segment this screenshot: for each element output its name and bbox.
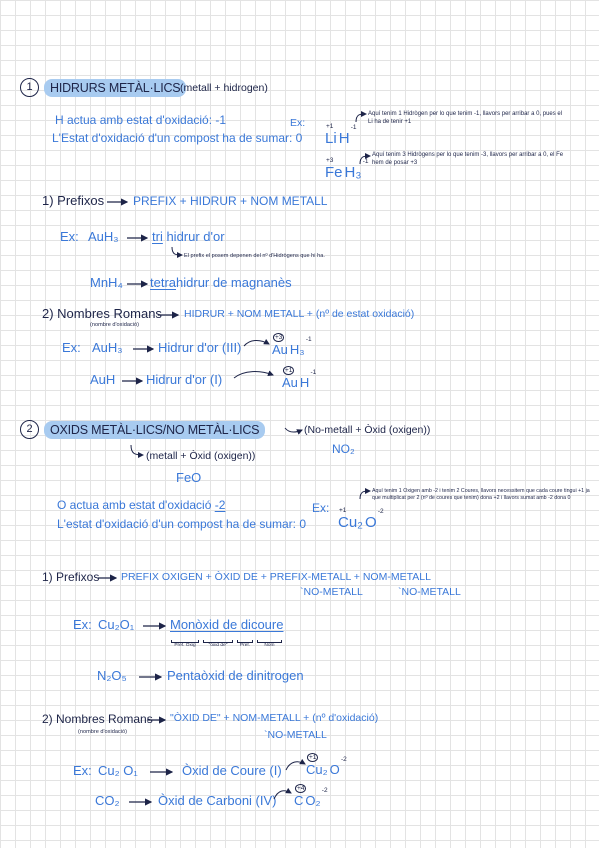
branch-arrow-icon <box>128 444 146 460</box>
atom <box>325 157 343 181</box>
arrow-right-icon <box>128 797 154 807</box>
arrow-right-icon <box>121 376 145 386</box>
symbol: O₂ <box>305 793 321 808</box>
note-cu2o: Aquí tenim 1 Oxigen amb -2 i tenim 2 Coures, llavors necessitem que cada coure tingui +1 ja que multiplicat per 2 (nº de coures que tenim) dona +2 i llavors sumat amb -2 dona 0 <box>372 488 590 501</box>
charge: +3 <box>326 157 334 164</box>
result-auh <box>282 367 317 390</box>
example-feo: FeO <box>176 470 202 485</box>
prefix-tri: tri <box>152 229 163 244</box>
formula-cu2o1: Cu₂ O₁ <box>98 763 138 778</box>
section-title: HIDRURS METÀL·LICS <box>44 79 186 97</box>
atom <box>344 158 369 181</box>
charge: +1 <box>339 507 347 514</box>
romans-heading: 2) Nombres Romans <box>42 712 153 726</box>
curved-arrow-icon <box>284 757 308 773</box>
formula-feh3 <box>325 157 369 181</box>
arrow-right-icon <box>126 279 150 289</box>
formula-auh3: AuH₃ <box>92 340 123 355</box>
name-monoxid-dicoure: Monòxid de dicoure <box>170 617 284 632</box>
formula-cu2o1: Cu₂O₁ <box>98 617 135 632</box>
prefix-note: El prefix el posem depenen del nº d'Hidrògens que hi ha. <box>184 253 325 259</box>
result-auh3 <box>272 334 312 357</box>
rule-sum-zero: L'Estat d'oxidació d'un compost ha de sumar: 0 <box>52 131 303 145</box>
symbol: H <box>338 130 350 147</box>
name-rest: hidrur de magnanès <box>176 275 292 290</box>
prefixos-heading: 1) Prefixos <box>42 193 105 208</box>
formula-mnh4: MnH₄ <box>90 275 123 290</box>
atom <box>306 754 328 777</box>
prefixos-sub-no-metall: `NO-METALL <box>398 586 461 598</box>
formula-auh3: AuH₃ <box>88 229 119 244</box>
symbol: Fe <box>325 164 343 181</box>
part-oxid-de: "òxid de" <box>203 642 233 649</box>
romans-rule: HIDRUR + NOM METALL + (nº de estat oxidació) <box>184 308 415 320</box>
prefixos-heading: 1) Prefixos <box>42 570 100 584</box>
prefixos-rule: PREFIX OXIGEN + ÒXID DE + PREFIX-METALL + NOM-METALL <box>121 571 431 583</box>
branch-no-metall: (No-metall + Òxid (oxigen)) <box>304 424 431 436</box>
rule-sum-zero: L'estat d'oxidació d'un compost ha de sumar: 0 <box>57 517 307 531</box>
arrow-right-icon <box>142 621 168 631</box>
curved-arrow-icon <box>272 786 294 802</box>
example-label: Ex: <box>290 117 306 129</box>
arrow-right-icon <box>106 197 130 207</box>
symbol: Au <box>272 342 288 357</box>
symbol: H₃ <box>289 342 305 357</box>
result-cu2o <box>306 754 347 777</box>
name-rest: hidrur d'or <box>162 229 225 244</box>
atom <box>289 336 312 357</box>
section-number-1: 1 <box>20 78 39 97</box>
charge: +1 <box>326 123 334 130</box>
symbol: H₃ <box>344 164 362 181</box>
formula-auh: AuH <box>90 372 116 387</box>
section-subtitle: (metall + hidrogen) <box>180 82 268 94</box>
branch-metall: (metall + Òxid (oxigen)) <box>146 450 256 462</box>
name-mnh4 <box>150 275 292 290</box>
arrow-right-icon <box>97 573 119 583</box>
charge: -2 <box>341 756 347 763</box>
romans-heading-note: (nombre d'oxidació) <box>78 729 127 735</box>
rule-text: O actua amb estat d'oxidació <box>57 498 215 512</box>
atom <box>325 123 337 147</box>
name-oxid-coure-i: Òxid de Coure (I) <box>182 763 282 778</box>
example-label: Ex: <box>60 229 79 244</box>
atom <box>282 367 298 390</box>
arrow-right-icon <box>157 310 181 320</box>
arrow-right-icon <box>126 233 150 243</box>
section-title: OXIDS METÀL·LICS/NO METÀL·LICS <box>44 421 265 439</box>
name-pentaoxid-dinitrogen: Pentaòxid de dinitrogen <box>167 668 304 683</box>
atom <box>272 334 288 357</box>
branch-arrow-icon <box>283 424 305 436</box>
formula-n2o5: N₂O₅ <box>97 668 127 683</box>
rule-hydrogen-oxidation: H actua amb estat d'oxidació: -1 <box>55 113 227 127</box>
romans-rule: "ÒXID DE" + NOM-METALL + (nº d'oxidació) <box>170 712 379 724</box>
atom <box>294 785 305 808</box>
charge: -1 <box>310 369 317 376</box>
charge: +3 <box>275 334 283 341</box>
name-hidrur-or-i: Hidrur d'or (I) <box>146 372 223 387</box>
example-label: Ex: <box>62 340 81 355</box>
charge: -2 <box>377 508 384 515</box>
charge: +4 <box>297 785 305 792</box>
prefixos-sub-no-metall: `NO-METALL <box>300 586 363 598</box>
charge: +1 <box>285 367 293 374</box>
romans-heading-note: (nombre d'oxidació) <box>90 322 139 328</box>
atom <box>365 508 384 531</box>
note-arrow-icon <box>354 110 368 124</box>
symbol: H <box>299 375 310 390</box>
atom <box>338 124 357 147</box>
atom <box>329 756 347 777</box>
rule-oxygen-oxidation <box>57 498 225 512</box>
curved-arrow-icon <box>242 336 272 350</box>
example-label: Ex: <box>312 501 330 515</box>
charge: -2 <box>321 787 328 794</box>
charge: -1 <box>305 336 312 343</box>
prefix-tetra: tetra <box>150 275 177 290</box>
charge: +1 <box>309 754 317 761</box>
prefixos-rule: PREFIX + HIDRUR + NOM METALL <box>133 194 328 208</box>
arrow-right-icon <box>138 672 164 682</box>
symbol: Au <box>282 375 298 390</box>
example-label: Ex: <box>73 763 92 778</box>
symbol: C <box>294 793 304 808</box>
example-no2: NO₂ <box>332 442 355 456</box>
name-auh3 <box>152 229 225 244</box>
note-arrow-icon <box>358 487 372 501</box>
symbol: Li <box>325 130 337 147</box>
curved-arrow-icon <box>232 367 276 381</box>
formula-lih <box>325 123 357 147</box>
section-number-2: 2 <box>20 420 39 439</box>
example-label: Ex: <box>73 617 92 632</box>
formula-cu2o <box>338 507 384 531</box>
symbol: Cu₂ <box>306 762 328 777</box>
note-arrow-icon <box>170 246 184 260</box>
name-oxid-carboni-iv: Òxid de Carboni (IV) <box>158 793 277 808</box>
formula-co2: CO₂ <box>95 793 120 808</box>
part-pref-oxig: Pref. Oxig <box>171 642 199 649</box>
atom <box>299 369 317 390</box>
atom <box>338 507 363 531</box>
romans-heading: 2) Nombres Romans <box>42 306 162 321</box>
note-arrow-icon <box>358 152 372 166</box>
result-co2 <box>294 785 328 808</box>
arrow-right-icon <box>146 715 168 725</box>
part-pref: Pref. <box>237 642 253 649</box>
romans-sub-no-metall: `NO-METALL <box>264 729 327 741</box>
atom <box>305 787 328 808</box>
arrow-right-icon <box>149 767 175 777</box>
part-nom: Nom <box>257 642 282 649</box>
symbol: Cu₂ <box>338 514 363 531</box>
symbol: O <box>365 514 377 531</box>
note-feh3: Aquí tenim 3 Hidrògens per lo que tenim -3, llavors per arribar a 0, el Fe hem de posar +3 <box>372 152 564 166</box>
name-hidrur-or-iii: Hidrur d'or (III) <box>158 340 242 355</box>
charge: -1 <box>350 124 357 131</box>
symbol: O <box>329 762 340 777</box>
note-lih: Aquí tenim 1 Hidrògen per lo que tenim -1, llavors per arribar a 0, pues el Li ha de tenir +1 <box>368 111 563 125</box>
rule-value: -2 <box>214 498 226 512</box>
arrow-right-icon <box>132 344 156 354</box>
charge: -1 <box>362 158 369 165</box>
